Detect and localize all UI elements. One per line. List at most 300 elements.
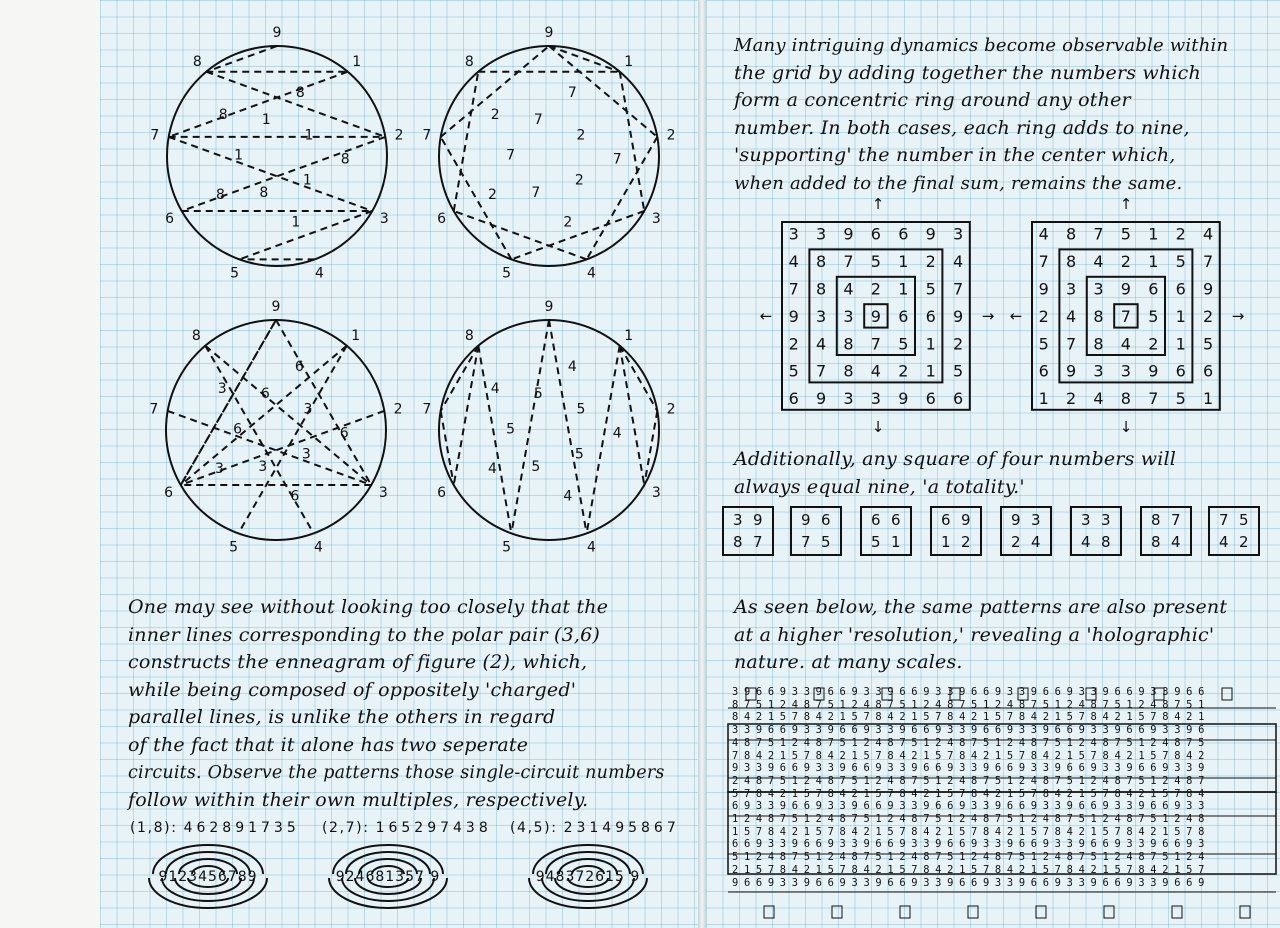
four-number-square [860,506,912,556]
grid-cell: 4 [816,334,827,354]
text-line: form a concentric ring around any other [734,89,1131,112]
grid-cell: 2 [1066,389,1077,409]
square-digit: 3 [1101,511,1111,529]
sequence-1-8 [130,820,300,836]
dense-grid-row: 6 6 9 3 3 9 6 6 9 3 3 9 6 6 9 3 3 9 6 6 9 3 3 9 6 6 9 3 3 9 6 6 9 3 3 9 6 6 9 3 [732,838,1205,851]
square-digit: 2 [1011,533,1021,551]
grid-cell: 4 [1093,389,1104,409]
grid-cell: 7 [1093,224,1104,244]
grid-cell: 2 [1203,306,1214,326]
square-digit: 7 [1219,511,1229,529]
grid-cell: 5 [898,334,909,354]
text-line: the grid by adding together the numbers which [734,61,1201,84]
grid-band-box [728,724,1276,792]
dashed-chord [478,346,511,534]
square-digit: 6 [871,511,881,529]
enneagram-1 [150,25,403,282]
enneagram-number: 4 [586,265,596,282]
inner-chord-label: 2 [487,187,497,204]
text-line: number. In both cases, each ring adds to nine, [734,116,1190,139]
grid-cell: 6 [1038,361,1049,381]
grid-cell: 2 [788,334,799,354]
grid-cell: 6 [925,306,936,326]
dense-grid-row: 4 8 7 5 1 2 4 8 7 5 1 2 4 8 7 5 1 2 4 8 7 5 1 2 4 8 7 5 1 2 4 8 7 5 1 2 4 8 7 5 [732,736,1205,749]
square-digit: 4 [1081,533,1091,551]
grid-cell: 3 [1066,279,1077,299]
square-digit: 5 [1239,511,1249,529]
grid-cell: 7 [953,279,964,299]
enneagram-circle [439,46,659,266]
grid-cell: 6 [1175,279,1186,299]
grid-cell: 3 [816,306,827,326]
inner-chord-label: 8 [218,107,228,124]
dashed-chord [620,72,645,211]
grid-cell: 2 [1175,224,1186,244]
enneagram-circle [166,320,386,540]
sequence-pair: (1,8): [130,820,178,836]
inner-chord-label: 3 [301,446,311,463]
sequence-digits: 165297438 [375,820,492,836]
grid-cell: 5 [1203,334,1214,354]
grid-cell: 5 [925,279,936,299]
grid-cell: 4 [788,252,799,272]
grid-cell: 6 [925,389,936,409]
grid-cell: 8 [843,334,854,354]
enneagram-number: 9 [544,299,554,315]
enneagram-number: 7 [422,401,432,418]
highlighted-digit-box [746,688,756,700]
grid-cell: 2 [1148,334,1159,354]
grid-cell: 2 [870,279,881,299]
dense-grid-row: 5 7 8 4 2 1 5 7 8 4 2 1 5 7 8 4 2 1 5 7 8 4 2 1 5 7 8 4 2 1 5 7 8 4 2 1 5 7 8 4 [732,787,1205,800]
grid-cell: 6 [788,389,799,409]
inner-chord-label: 6 [294,358,304,375]
square-digit: 4 [1031,533,1041,551]
enneagram-number: 6 [437,485,447,501]
enneagram-2 [422,25,675,282]
highlighted-digit-box [1240,906,1250,918]
arrow-down-icon: ↓ [871,418,885,436]
highlighted-digit-box [1172,906,1182,918]
arrow-up-icon: ↑ [871,196,885,213]
enneagram-number: 6 [165,211,175,227]
grid-cell: 5 [1148,306,1159,326]
highlighted-digit-box [1154,688,1164,700]
grid-cell: 8 [843,361,854,381]
highlighted-digit-box [1018,688,1028,700]
enneagram-number: 1 [624,328,634,345]
notebook-spine [698,0,706,928]
inner-chord-label: 5 [574,446,584,463]
spiral-digits: 9123456789 [158,869,258,885]
text-line: Many intriguing dynamics become observable within [734,35,1229,56]
inner-chord-label: 1 [304,127,314,144]
grid-cell: 3 [816,224,827,244]
enneagram-number: 5 [230,265,240,282]
four-number-square [1140,506,1192,556]
grid-cell: 9 [788,306,799,326]
square-digit: 5 [871,533,881,551]
grid-cell: 8 [816,279,827,299]
dashed-chord [587,137,658,259]
grid-cell: 9 [843,224,854,244]
enneagram-number: 3 [651,485,661,501]
grid-cell: 9 [1148,361,1159,381]
dense-grid-row: 7 8 4 2 1 5 7 8 4 2 1 5 7 8 4 2 1 5 7 8 4 2 1 5 7 8 4 2 1 5 7 8 4 2 1 5 7 8 4 2 [732,749,1205,762]
grid-cell: 1 [898,279,909,299]
enneagram-number: 2 [666,401,676,418]
additionally-paragraph [734,446,1176,501]
grid-cell: 8 [816,252,827,272]
highlighted-digit-box [968,906,978,918]
text-line: follow within their own multiples, respectively. [128,789,589,812]
grid-cell: 1 [898,252,909,272]
square-digit: 6 [941,511,951,529]
arrow-up-icon: ↑ [1119,196,1133,213]
square-digit: 9 [961,511,971,529]
enneagram-number: 3 [651,211,661,227]
text-line: inner lines corresponding to the polar pair (3,6) [128,623,601,646]
dense-grid-row: 5 1 2 4 8 7 5 1 2 4 8 7 5 1 2 4 8 7 5 1 2 4 8 7 5 1 2 4 8 7 5 1 2 4 8 7 5 1 2 4 [732,851,1205,864]
grid-cell: 3 [843,306,854,326]
enneagram-number: 8 [192,54,202,71]
four-number-square [1208,506,1260,556]
inner-chord-label: 4 [563,488,573,505]
highlighted-digit-box [882,688,892,700]
concentric-ring-grids [706,196,1280,440]
enneagram-number: 4 [586,539,596,556]
enneagram-circle [439,320,659,540]
grid-cell: 1 [925,334,936,354]
grid-cell: 6 [953,389,964,409]
inner-chord-label: 1 [291,214,301,231]
grid-cell: 7 [1066,334,1077,354]
enneagram-number: 2 [393,401,403,418]
text-line: nature. at many scales. [734,651,963,674]
arrow-right-icon: → [981,307,995,325]
grid-cell: 1 [1148,252,1159,272]
inner-chord-label: 2 [574,172,584,189]
grid-cell: 5 [1175,389,1186,409]
enneagram-number: 6 [164,485,174,501]
square-digit: 6 [821,511,831,529]
dashed-chord [205,346,371,485]
arrow-down-icon: ↓ [1119,418,1133,436]
inner-chord-label: 6 [290,488,300,505]
dashed-chord [238,346,346,534]
inner-chord-label: 6 [260,385,270,402]
dashed-chord [182,137,386,211]
square-digit: 1 [941,533,951,551]
inner-chord-label: 4 [490,381,500,398]
grid-cell: 3 [870,389,881,409]
grid-cell: 7 [1203,252,1214,272]
grid-cell: 3 [788,224,799,244]
inner-chord-label: 8 [340,151,350,168]
grid-cell: 4 [1038,224,1049,244]
grid-cell: 2 [898,361,909,381]
grid-cell: 6 [870,224,881,244]
square-digit: 2 [1239,533,1249,551]
grid-cell: 9 [816,389,827,409]
grid-cell: 7 [1148,389,1159,409]
spiral-diagram-1 [149,845,267,908]
sequence-2-7 [322,820,492,836]
enneagram-number: 8 [191,328,201,345]
four-number-square [930,506,982,556]
grid-cell: 5 [1175,252,1186,272]
enneagram-number: 3 [379,211,389,227]
arrow-left-icon: ← [1009,307,1023,325]
dashed-chord [511,320,549,533]
grid-cell: 9 [898,389,909,409]
inner-chord-label: 7 [533,111,543,128]
square-digit: 7 [801,533,811,551]
inner-chord-label: 8 [295,84,305,101]
inner-chord-label: 1 [261,111,271,128]
enneagram-number: 1 [624,54,634,71]
dense-grid-row: 9 6 6 9 3 3 9 6 6 9 3 3 9 6 6 9 3 3 9 6 6 9 3 3 9 6 6 9 3 3 9 6 6 9 3 3 9 6 6 9 [732,876,1205,889]
text-line: when added to the final sum, remains the same. [734,172,1183,194]
enneagram-number: 5 [502,539,512,556]
arrow-left-icon: ← [759,307,773,325]
grid-cell: 6 [1148,279,1159,299]
square-digit: 4 [1219,533,1229,551]
square-digit: 9 [801,511,811,529]
left-explanation-paragraph [128,594,665,815]
four-number-square [1000,506,1052,556]
grid-cell: 4 [953,252,964,272]
enneagram-circle [167,46,387,266]
highlighted-digit-box [764,906,774,918]
dense-grid-row: 3 3 9 6 6 9 3 3 9 6 6 9 3 3 9 6 6 9 3 3 9 6 6 9 3 3 9 6 6 9 3 3 9 6 6 9 3 3 9 6 [732,724,1205,737]
dashed-chord [454,72,479,211]
grid-cell: 6 [898,306,909,326]
enneagram-number: 4 [314,265,324,282]
dashed-chord [441,346,479,411]
sequence-digits: 462891735 [183,820,300,836]
enneagram-number: 9 [271,299,281,315]
enneagram-number: 7 [422,127,432,144]
dense-grid-row: 9 3 3 9 6 6 9 3 3 9 6 6 9 3 3 9 6 6 9 3 3 9 6 6 9 3 3 9 6 6 9 3 3 9 6 6 9 3 3 9 [732,762,1205,775]
grid-cell: 4 [870,361,881,381]
inner-chord-label: 5 [576,401,586,418]
grid-cell: 4 [1203,224,1214,244]
enneagram-number: 7 [150,127,160,144]
dashed-chord [181,411,385,485]
grid-cell: 9 [1038,279,1049,299]
grid-cell: 9 [925,224,936,244]
dashed-chord [549,46,620,72]
inner-chord-label: 3 [214,461,224,478]
grid-cell: 1 [1148,224,1159,244]
grid-cell: 1 [1203,389,1214,409]
text-line: while being composed of oppositely 'charged' [128,678,577,701]
square-digit: 3 [1031,511,1041,529]
enneagram-3 [149,299,402,556]
inner-chord-label: 2 [490,107,500,124]
inner-chord-label: 4 [612,425,622,442]
highlighted-digit-box [814,688,824,700]
grid-cell: 9 [953,306,964,326]
grid-cell: 1 [1175,306,1186,326]
grid-cell: 4 [1066,306,1077,326]
inner-chord-label: 2 [563,214,573,231]
dense-grid-row: 1 5 7 8 4 2 1 5 7 8 4 2 1 5 7 8 4 2 1 5 7 8 4 2 1 5 7 8 4 2 1 5 7 8 4 2 1 5 7 8 [732,825,1205,838]
enneagram-number: 8 [464,54,474,71]
dashed-chord [441,137,512,259]
grid-cell: 8 [1093,306,1104,326]
highlighted-digit-box [1086,688,1096,700]
grid-cell: 7 [816,361,827,381]
grid-band-box [728,792,1276,874]
spiral-diagram-3 [529,845,647,908]
inner-chord-label: 4 [567,358,577,375]
enneagram-number: 4 [313,539,323,556]
text-line: Additionally, any square of four numbers will [734,448,1177,470]
grid-cell: 4 [843,279,854,299]
grid-cell: 8 [1066,224,1077,244]
text-line: constructs the enneagram of figure (2), which, [128,651,588,674]
square-digit: 8 [1101,533,1111,551]
square-digit: 8 [1151,533,1161,551]
grid-cell: 8 [1093,334,1104,354]
dense-grid-row: 2 4 8 7 5 1 2 4 8 7 5 1 2 4 8 7 5 1 2 4 8 7 5 1 2 4 8 7 5 1 2 4 8 7 5 1 2 4 8 7 [732,774,1205,787]
grid-cell: 8 [1066,252,1077,272]
square-digit: 8 [733,533,743,551]
ring-grid-left [782,222,970,410]
grid-cell: 3 [843,389,854,409]
dense-grid-row: 8 7 5 1 2 4 8 7 5 1 2 4 8 7 5 1 2 4 8 7 5 1 2 4 8 7 5 1 2 4 8 7 5 1 2 4 8 7 5 1 [732,698,1205,711]
grid-cell: 7 [1120,306,1131,326]
inner-chord-label: 6 [233,421,242,438]
inner-chord-label: 8 [215,187,225,204]
spiral-diagram-2 [329,845,447,908]
spiral-digits: 924681357 9 [335,869,441,885]
dashed-chord [276,320,371,485]
grid-cell: 6 [898,224,909,244]
inner-chord-label: 3 [303,401,313,418]
grid-cell: 9 [870,306,881,326]
grid-cell: 2 [953,334,964,354]
grid-cell: 6 [1175,361,1186,381]
text-line: at a higher 'resolution,' revealing a 'holographic' [734,623,1215,646]
inner-chord-label: 6 [339,425,349,442]
grid-cell: 7 [1038,252,1049,272]
highlighted-digit-box [1036,906,1046,918]
sequence-4-5 [510,820,680,836]
highlighted-digit-box [832,906,842,918]
enneagram-number: 5 [502,265,512,282]
enneagram-number: 8 [464,328,474,345]
enneagram-number: 2 [666,127,676,144]
highlighted-digit-box [1222,688,1232,700]
arrow-right-icon: → [1231,307,1245,325]
square-digit: 6 [891,511,901,529]
grid-cell: 2 [925,252,936,272]
inner-chord-label: 8 [259,185,269,202]
enneagram-number: 3 [378,485,388,501]
inner-chord-label: 3 [217,381,227,398]
text-line: always equal nine, 'a totality.' [734,475,1025,498]
enneagram-number: 5 [229,539,239,556]
inner-chord-label: 3 [258,459,268,476]
grid-cell: 3 [1120,361,1131,381]
inner-chord-label: 1 [234,147,243,164]
grid-cell: 2 [1120,252,1131,272]
grid-cell: 8 [1120,389,1131,409]
highlighted-digit-box [950,688,960,700]
dense-grid-row: 6 9 3 3 9 6 6 9 3 3 9 6 6 9 3 3 9 6 6 9 3 3 9 6 6 9 3 3 9 6 6 9 3 3 9 6 6 9 3 3 [732,800,1205,813]
inner-chord-label: 5 [533,385,543,402]
inner-chord-label: 7 [531,185,541,202]
spiral-diagrams [100,836,698,928]
sequence-pair: (2,7): [322,820,370,836]
text-line: of the fact that it alone has two seperate [128,733,529,756]
grid-cell: 3 [1093,279,1104,299]
grid-cell: 9 [1203,279,1214,299]
inner-chord-label: 5 [531,459,541,476]
enneagram-number: 9 [544,25,554,41]
inner-chord-label: 7 [506,147,515,164]
dense-grid-row: 2 1 5 7 8 4 2 1 5 7 8 4 2 1 5 7 8 4 2 1 5 7 8 4 2 1 5 7 8 4 2 1 5 7 8 4 2 1 5 7 [732,863,1205,876]
enneagram-number: 2 [394,127,404,144]
grid-cell: 9 [1066,361,1077,381]
enneagram-figures [100,0,698,600]
square-digit: 4 [1171,533,1181,551]
grid-cell: 2 [1038,306,1049,326]
grid-cell: 5 [788,361,799,381]
dashed-chord [169,137,373,211]
enneagram-4 [422,299,675,556]
text-line: parallel lines, is unlike the others in regard [128,706,556,729]
grid-cell: 5 [1038,334,1049,354]
grid-cell: 9 [1120,279,1131,299]
grid-cell: 7 [870,334,881,354]
inner-chord-label: 4 [487,461,497,478]
square-digit: 7 [1171,511,1181,529]
holographic-grid-boxes [706,680,1280,928]
grid-cell: 7 [788,279,799,299]
dense-grid-row: 3 9 6 6 9 3 3 9 6 6 9 3 3 9 6 6 9 3 3 9 6 6 9 3 3 9 6 6 9 3 3 9 6 6 9 3 3 9 6 6 [732,686,1205,698]
dense-grid-row: 1 2 4 8 7 5 1 2 4 8 7 5 1 2 4 8 7 5 1 2 4 8 7 5 1 2 4 8 7 5 1 2 4 8 7 5 1 2 4 8 [732,813,1205,826]
grid-cell: 5 [870,252,881,272]
highlighted-digit-box [900,906,910,918]
inner-chord-label: 7 [567,84,577,101]
dashed-chord [168,411,372,485]
grid-cell: 3 [1093,361,1104,381]
square-digit: 1 [891,533,901,551]
grid-cell: 4 [1120,334,1131,354]
grid-cell: 1 [925,361,936,381]
square-digit: 2 [961,533,971,551]
ring-grid-right [1032,222,1220,410]
dashed-chord [620,346,658,411]
enneagram-number: 1 [352,54,362,71]
dense-grid-row: 8 4 2 1 5 7 8 4 2 1 5 7 8 4 2 1 5 7 8 4 2 1 5 7 8 4 2 1 5 7 8 4 2 1 5 7 8 4 2 1 [732,711,1205,724]
sequence-digits: 231495867 [563,820,680,836]
grid-cell: 4 [1093,252,1104,272]
page-margin [0,0,100,928]
highlighted-digit-box [1104,906,1114,918]
inner-chord-label: 5 [506,421,515,438]
square-digit: 3 [733,511,743,529]
square-digit: 9 [1011,511,1021,529]
enneagram-number: 7 [149,401,159,418]
square-digit: 5 [821,533,831,551]
dashed-chord [206,46,277,72]
text-line: As seen below, the same patterns are also present [734,596,1228,618]
